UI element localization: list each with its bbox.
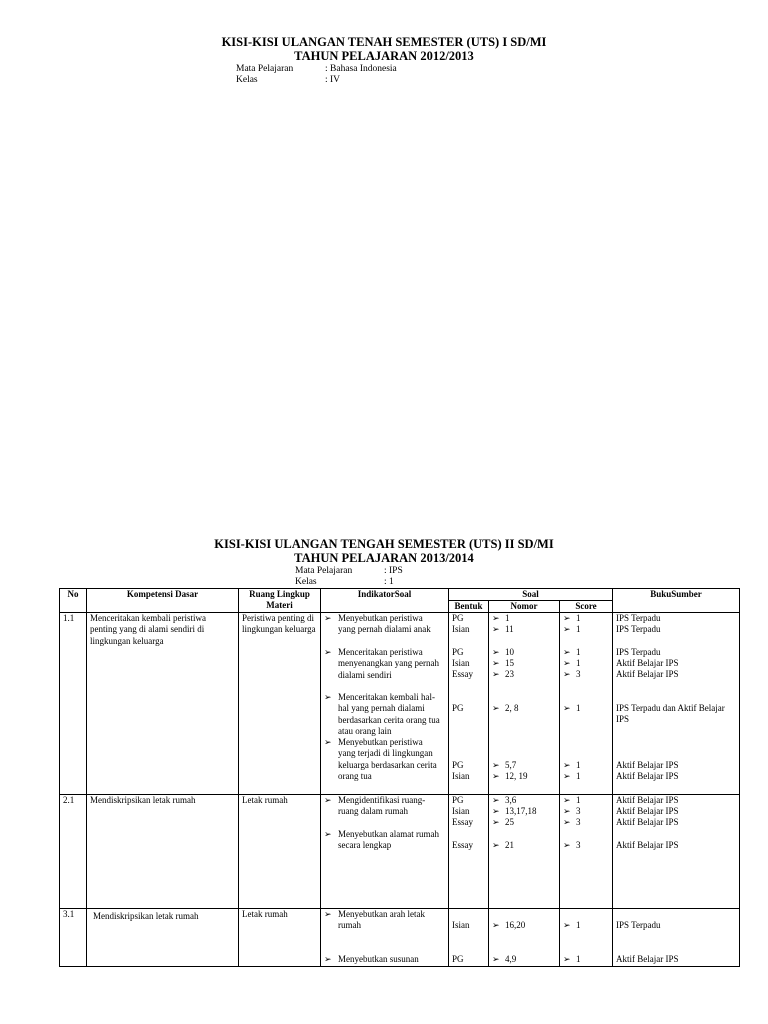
row-nomor: ➢ 1 ➢ 11 ➢ 10 ➢ 15 ➢ 23 ➢ 2, 8 ➢ 5,7 ➢ 12, 19 [489,613,560,795]
row-buku-sumber: IPS Terpadu IPS Terpadu IPS Terpadu Aktif Belajar IPS Aktif Belajar IPS IPS Terpadu dan Aktif Belajar IPS Aktif Belajar IPS Aktif Belajar IPS [613,613,740,795]
header-row-1 [60,589,740,601]
doc1-meta [236,64,536,88]
row-bentuk: Isian PG [449,909,489,967]
indikator-item: ➢ Menceritakan kembali hal-hal yang pernah dialami berdasarkan cerita orang tua atau orang lain [324,692,440,737]
arrow-bullet-icon: ➢ [324,737,332,747]
row-indikator [321,795,449,909]
row-score: ➢ 1 ➢ 1 ➢ 1 ➢ 1 ➢ 3 ➢ 1 ➢ 1 ➢ 1 [560,613,613,795]
doc1-class-value: : IV [325,75,341,85]
indikator-item: ➢ Menyebutkan alamat rumah secara lengkap [324,829,439,851]
row-no: 1.1 [60,613,87,795]
arrow-bullet-icon: ➢ [324,795,332,805]
row-score: ➢ 1 ➢ 1 [560,909,613,967]
arrow-bullet-icon: ➢ [492,795,500,805]
row-ruang-lingkup: Peristiwa penting di lingkungan keluarga [239,613,321,795]
arrow-bullet-icon: ➢ [563,840,571,850]
arrow-bullet-icon: ➢ [563,658,571,668]
doc1-subject-label: Mata Pelajaran [236,64,294,74]
arrow-bullet-icon: ➢ [563,954,571,964]
doc1-class-label: Kelas [236,75,258,85]
doc1-subject-value: : Bahasa Indonesia [325,64,397,74]
row-no: 2.1 [60,795,87,909]
arrow-bullet-icon: ➢ [492,806,500,816]
arrow-bullet-icon: ➢ [324,613,332,623]
indikator-item: ➢ Menyebutkan arah letak rumah [324,909,425,931]
doc1-title-line1: KISI-KISI ULANGAN TENAH SEMESTER (UTS) I SD/MI [221,35,547,49]
row-ruang-lingkup: Letak rumah [239,795,321,909]
col-header-no: No [60,589,87,613]
col-header-score: Score [560,601,613,613]
kisi-table [59,588,740,967]
arrow-bullet-icon: ➢ [492,771,500,781]
row-indikator [321,909,449,967]
col-header-indikator: IndikatorSoal [321,589,449,613]
doc2-title-line1: KISI-KISI ULANGAN TENGAH SEMESTER (UTS) II SD/MI [214,537,554,551]
row-ruang-lingkup: Letak rumah [239,909,321,967]
arrow-bullet-icon: ➢ [563,647,571,657]
col-header-bentuk: Bentuk [449,601,489,613]
arrow-bullet-icon: ➢ [563,624,571,634]
indikator-item: ➢ Menyebutkan susunan [324,954,419,964]
row-kompetensi: Menceritakan kembali peristiwa penting yang di alami sendiri di lingkungan keluarga [87,613,239,795]
row-nomor: ➢ 3,6 ➢ 13,17,18 ➢ 25 ➢ 21 [489,795,560,909]
arrow-bullet-icon: ➢ [563,817,571,827]
row-kompetensi: Mendiskripsikan letak rumah [87,795,239,909]
arrow-bullet-icon: ➢ [492,840,500,850]
row-indikator [321,613,449,795]
arrow-bullet-icon: ➢ [324,647,332,657]
table-row [60,613,740,795]
doc2-class-label: Kelas [295,577,317,587]
col-header-soal: Soal [449,589,613,601]
arrow-bullet-icon: ➢ [492,647,500,657]
arrow-bullet-icon: ➢ [324,829,332,839]
arrow-bullet-icon: ➢ [563,703,571,713]
arrow-bullet-icon: ➢ [563,760,571,770]
arrow-bullet-icon: ➢ [324,909,332,919]
arrow-bullet-icon: ➢ [492,920,500,930]
arrow-bullet-icon: ➢ [563,806,571,816]
table-row [60,909,740,967]
doc2-class-value: : 1 [384,577,394,587]
doc2-subject-label: Mata Pelajaran [295,566,353,576]
arrow-bullet-icon: ➢ [563,613,571,623]
arrow-bullet-icon: ➢ [492,624,500,634]
arrow-bullet-icon: ➢ [324,692,332,702]
arrow-bullet-icon: ➢ [492,613,500,623]
indikator-item: ➢ Menyebutkan peristiwa yang terjadi di lingkungan keluarga berdasarkan cerita orang tua [324,737,437,782]
row-bentuk: PG Isian Essay Essay [449,795,489,909]
arrow-bullet-icon: ➢ [492,817,500,827]
row-score: ➢ 1 ➢ 3 ➢ 3 ➢ 3 [560,795,613,909]
doc2-title-line2: TAHUN PELAJARAN 2013/2014 [294,551,474,565]
arrow-bullet-icon: ➢ [492,760,500,770]
doc1-title-line2: TAHUN PELAJARAN 2012/2013 [294,49,474,63]
doc2-subject-value: : IPS [384,566,403,576]
arrow-bullet-icon: ➢ [324,954,332,964]
row-bentuk: PG Isian PG Isian Essay PG PG Isian [449,613,489,795]
col-header-kompetensi: Kompetensi Dasar [87,589,239,613]
arrow-bullet-icon: ➢ [563,795,571,805]
col-header-buku-sumber: BukuSumber [613,589,740,613]
doc2-meta [295,566,495,590]
col-header-ruang-lingkup: Ruang Lingkup Materi [239,589,321,613]
row-kompetensi: Mendiskripsikan letak rumah [87,909,239,967]
arrow-bullet-icon: ➢ [492,954,500,964]
indikator-item: ➢ Mengidentifikasi ruang-ruang dalam rumah [324,795,426,817]
indikator-item: ➢ Menceritakan peristiwa menyenangkan yang pernah dialami sendiri [324,647,439,680]
row-no: 3.1 [60,909,87,967]
indikator-item: ➢ Menyebutkan peristiwa yang pernah dialami anak [324,613,431,635]
row-buku-sumber: Aktif Belajar IPS Aktif Belajar IPS Aktif Belajar IPS Aktif Belajar IPS [613,795,740,909]
arrow-bullet-icon: ➢ [492,658,500,668]
arrow-bullet-icon: ➢ [492,669,500,679]
arrow-bullet-icon: ➢ [563,920,571,930]
arrow-bullet-icon: ➢ [563,669,571,679]
arrow-bullet-icon: ➢ [563,771,571,781]
col-header-nomor: Nomor [489,601,560,613]
table-row [60,795,740,909]
row-buku-sumber: IPS Terpadu Aktif Belajar IPS [613,909,740,967]
row-nomor: ➢ 16,20 ➢ 4,9 [489,909,560,967]
arrow-bullet-icon: ➢ [492,703,500,713]
